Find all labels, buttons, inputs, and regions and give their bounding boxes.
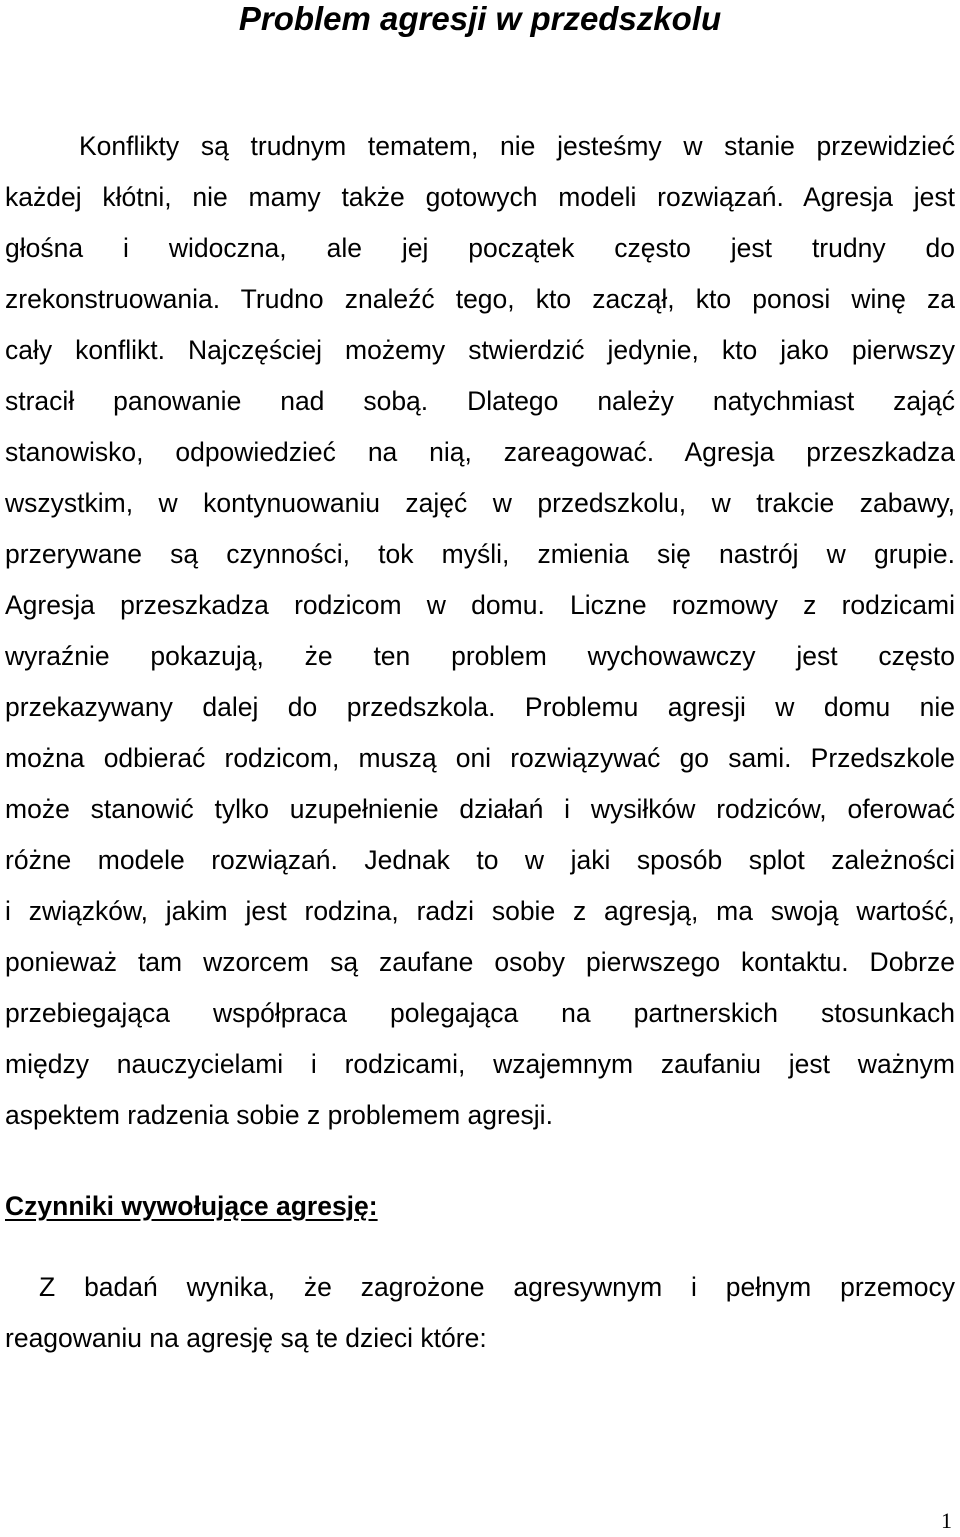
paragraph-line: różne modele rozwiązań. Jednak to w jaki sposób splot zależności — [5, 845, 955, 875]
paragraph-factors — [5, 1262, 955, 1364]
paragraph-line: każdej kłótni, nie mamy także gotowych modeli rozwiązań. Agresja jest — [5, 182, 955, 212]
paragraph-line: może stanowić tylko uzupełnienie działań i wysiłków rodziców, oferować — [5, 794, 955, 824]
paragraph-line: cały konflikt. Najczęściej możemy stwierdzić jedynie, kto jako pierwszy — [5, 335, 955, 365]
paragraph-line: i związków, jakim jest rodzina, radzi sobie z agresją, ma swoją wartość, — [5, 896, 955, 926]
paragraph-line: przebiegająca współpraca polegająca na partnerskich stosunkach — [5, 998, 955, 1028]
paragraph-line: aspektem radzenia sobie z problemem agresji. — [5, 1100, 553, 1130]
paragraph-line: zrekonstruowania. Trudno znaleźć tego, kto zaczął, kto ponosi winę za — [5, 284, 955, 314]
paragraph-line: stanowisko, odpowiedzieć na nią, zareagować. Agresja przeszkadza — [5, 437, 955, 467]
paragraph-line: stracił panowanie nad sobą. Dlatego należy natychmiast zająć — [5, 386, 955, 416]
paragraph-line: Z badań wynika, że zagrożone agresywnym i pełnym przemocy — [39, 1272, 955, 1302]
paragraph-line: można odbierać rodzicom, muszą oni rozwiązywać go sami. Przedszkole — [5, 743, 955, 773]
page-number: 1 — [941, 1508, 952, 1533]
section-heading: Czynniki wywołujące agresję: — [5, 1191, 378, 1221]
paragraph-line: przerywane są czynności, tok myśli, zmienia się nastrój w grupie. — [5, 539, 955, 569]
paragraph-line: reagowaniu na agresję są te dzieci które: — [5, 1323, 487, 1353]
paragraph-line: wyraźnie pokazują, że ten problem wychowawczy jest często — [5, 641, 955, 671]
paragraph-line: ponieważ tam wzorcem są zaufane osoby pierwszego kontaktu. Dobrze — [5, 947, 955, 977]
paragraph-line: między nauczycielami i rodzicami, wzajemnym zaufaniu jest ważnym — [5, 1049, 955, 1079]
paragraph-line: Konflikty są trudnym tematem, nie jesteśmy w stanie przewidzieć — [79, 131, 955, 161]
paragraph-line: głośna i widoczna, ale jej początek często jest trudny do — [5, 233, 955, 263]
paragraph-line: Agresja przeszkadza rodzicom w domu. Liczne rozmowy z rodzicami — [5, 590, 955, 620]
document-title: Problem agresji w przedszkolu — [238, 0, 722, 37]
paragraph-line: wszystkim, w kontynuowaniu zajęć w przedszkolu, w trakcie zabawy, — [5, 488, 955, 518]
paragraph-intro — [5, 121, 955, 1141]
paragraph-line: przekazywany dalej do przedszkola. Problemu agresji w domu nie — [5, 692, 955, 722]
